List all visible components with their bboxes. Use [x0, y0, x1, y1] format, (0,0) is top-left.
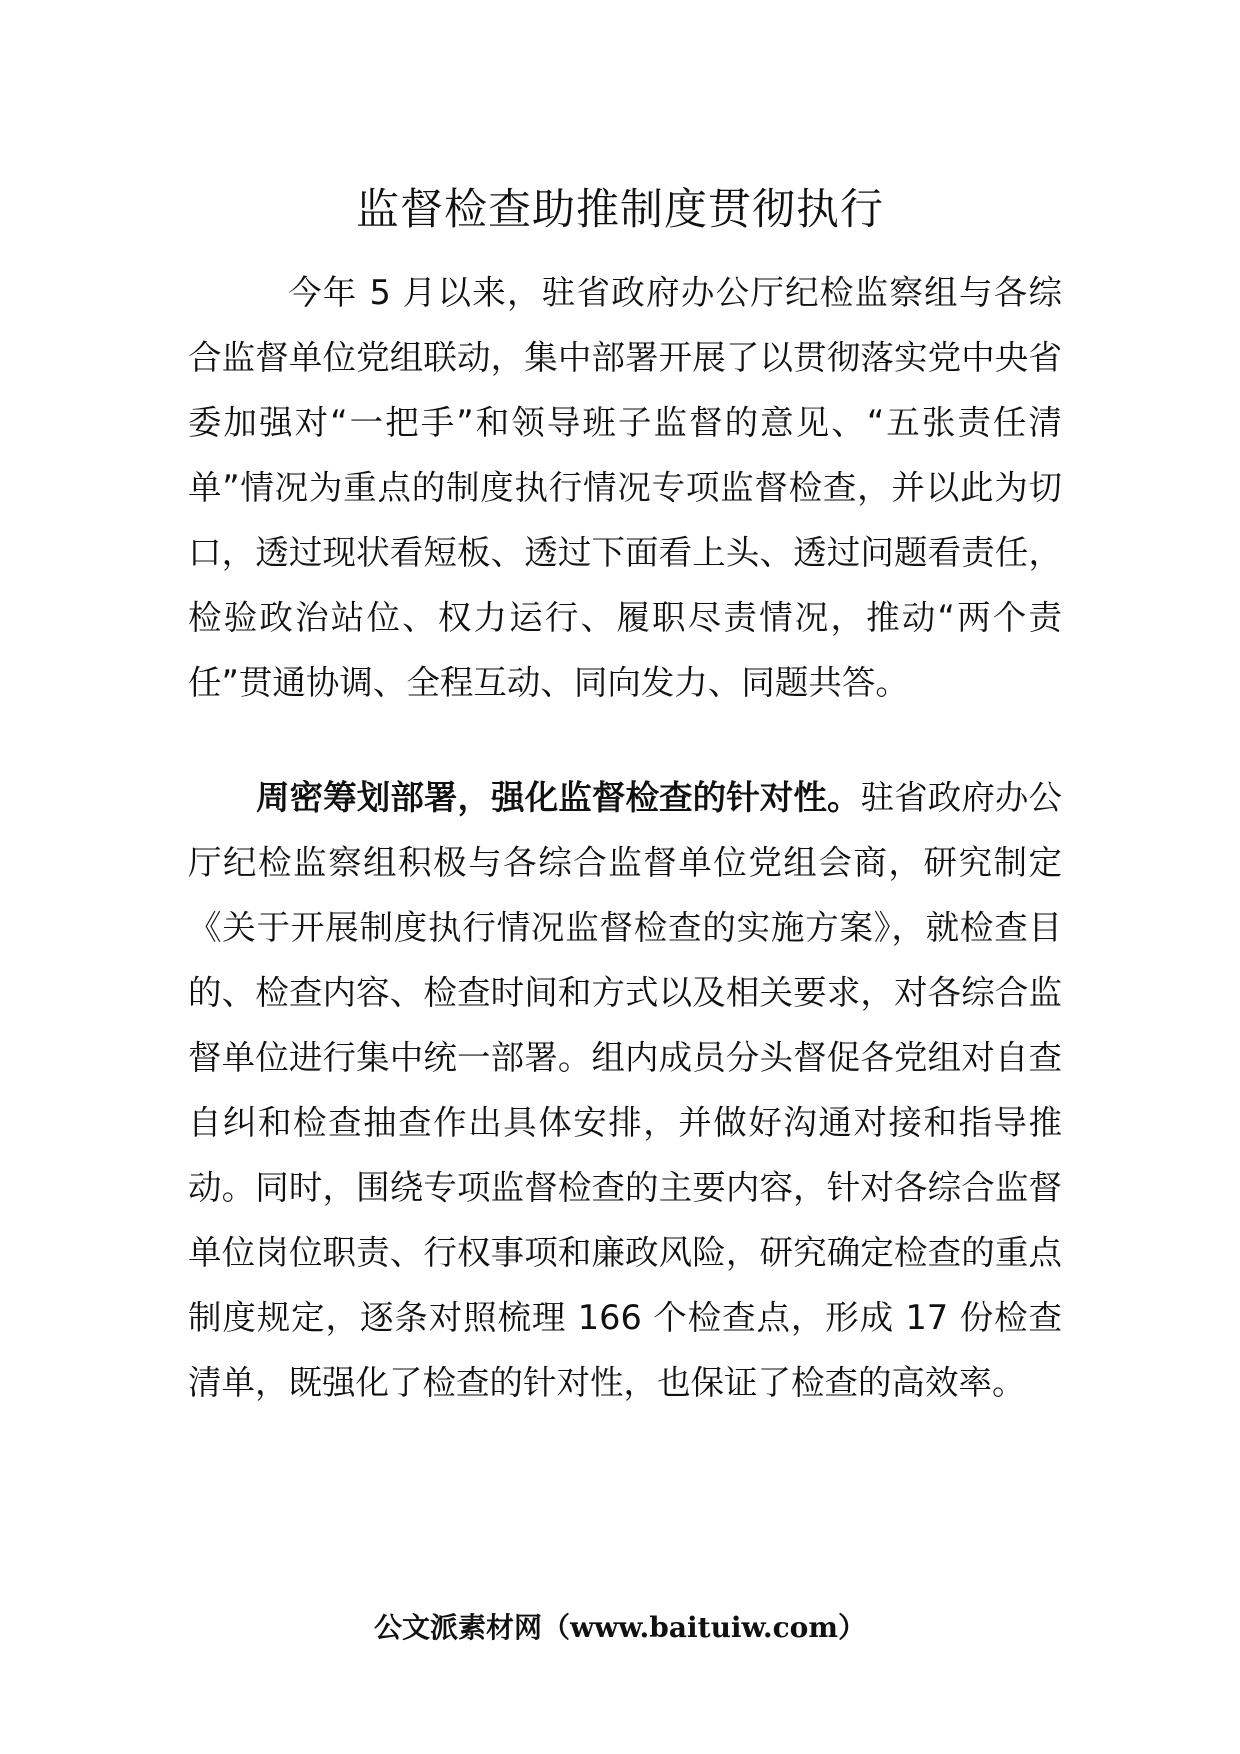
- paragraph-body-text: 驻省政府办公厅纪检监察组积极与各综合监督单位党组会商，研究制定《关于开展制度执行情况监督检查的实施方案》，就检查目的、检查内容、检查时间和方式以及相关要求，对各综合监督单位进行集中统一部署。组内成员分头督促各党组对自查自纠和检查抽查作出具体安排，并做好沟通对接和指导推动。同时，围绕专项监督检查的主要内容，针对各综合监督单位岗位职责、行权事项和廉政风险，研究确定检查的重点制度规定，逐条对照梳理 166 个检查点，形成 17 份检查清单，既强化了检查的针对性，也保证了检查的高效率。: [188, 778, 1063, 1402]
- paragraph-planning: [188, 765, 1062, 1415]
- paragraph-intro: 今年 5 月以来，驻省政府办公厅纪检监察组与各综合监督单位党组联动，集中部署开展了以贯彻落实党中央省委加强对“一把手”和领导班子监督的意见、“五张责任清单”情况为重点的制度执行情况专项监督检查，并以此为切口，透过现状看短板、透过下面看上头、透过问题看责任，检验政治站位、权力运行、履职尽责情况，推动“两个责任”贯通协调、全程互动、同向发力、同题共答。: [188, 273, 1062, 702]
- document-title: 监督检查助推制度贯彻执行: [356, 185, 884, 235]
- paragraph-lead-heading: 周密筹划部署，强化监督检查的针对性。: [256, 778, 861, 817]
- footer-watermark: 公文派素材网（www.baituiw.com）: [374, 1611, 866, 1644]
